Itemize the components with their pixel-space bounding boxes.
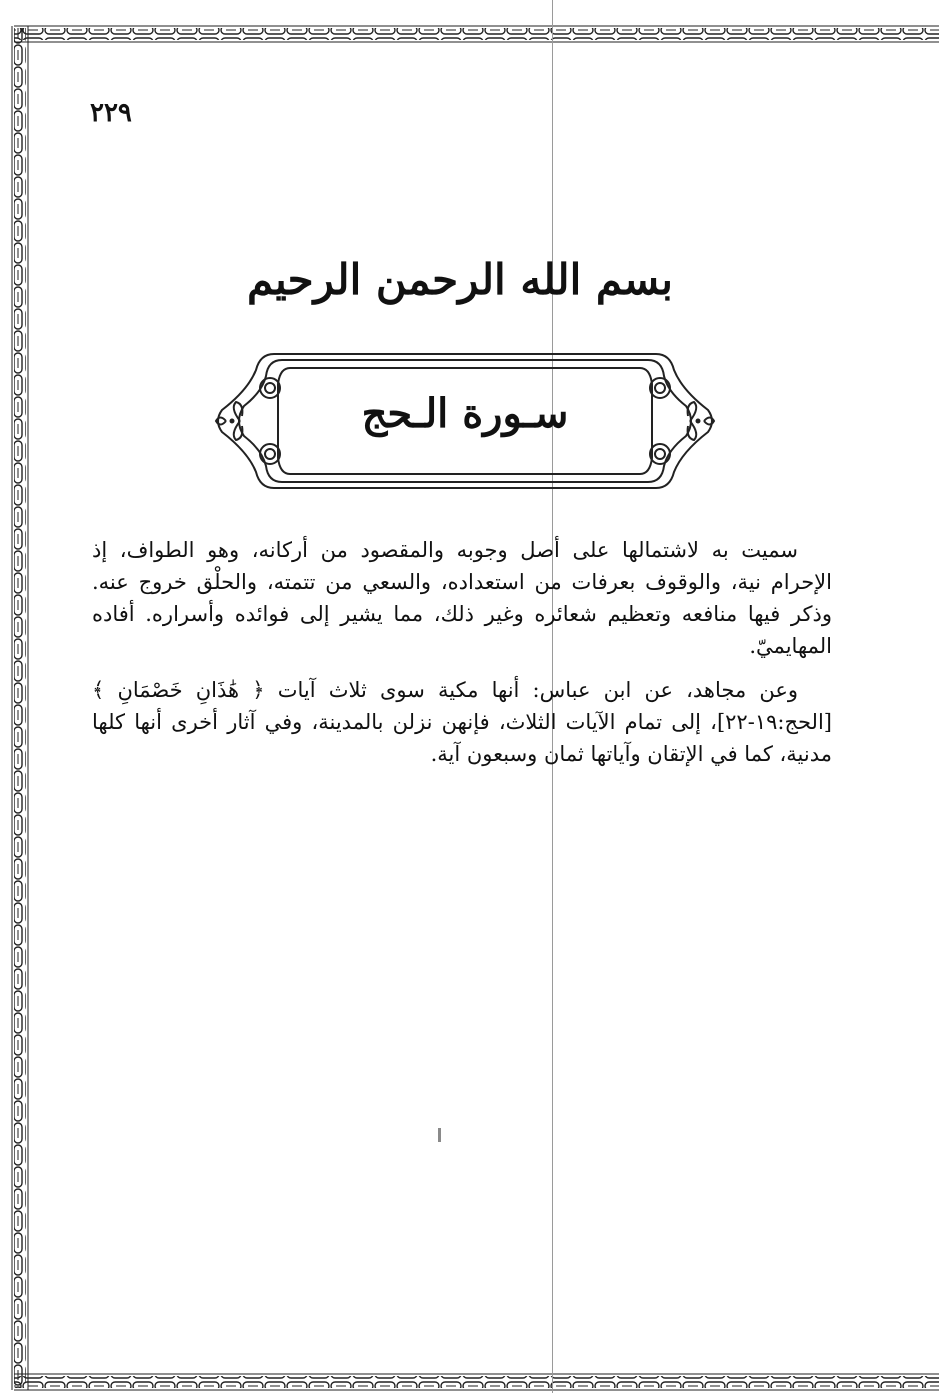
paragraph-text: وعن مجاهد، عن ابن عباس: أنها مكية سوى ثلاث آيات ﴿ هَٰذَانِ خَصْمَانِ ﴾ [الحج:١٩-٢٢]، إلى تمام الآيات الثلاث، فإنهن نزلن بالمدينة، وفي آثار أخرى أنها كلها مدنية، كما في الإتقان وآياتها ثمان وسبعون آية.: [92, 678, 832, 766]
surah-title-frame: [212, 350, 718, 492]
body-text: [92, 534, 832, 782]
paragraph: [92, 534, 832, 662]
paragraph: [92, 674, 832, 770]
paragraph-text: سميت به لاشتمالها على أصل وجوبه والمقصود من أركانه، وهو الطواف، إذ الإحرام نية، والوقوف بعرفات من استعداده، والسعي من تتمته، والحلْق خروج عنه. وذكر فيها منافعه وتعظيم شعائره وغير ذلك، مما يشير إلى فوائده وأسراره. أفاده المهايميّ.: [92, 538, 832, 658]
surah-title: سـورة الـحج: [361, 390, 569, 437]
basmala-heading: بسم الله الرحمن الرحيم: [247, 255, 673, 304]
page-number: ٢٢٩: [90, 98, 132, 128]
scan-mark: [438, 1128, 441, 1142]
